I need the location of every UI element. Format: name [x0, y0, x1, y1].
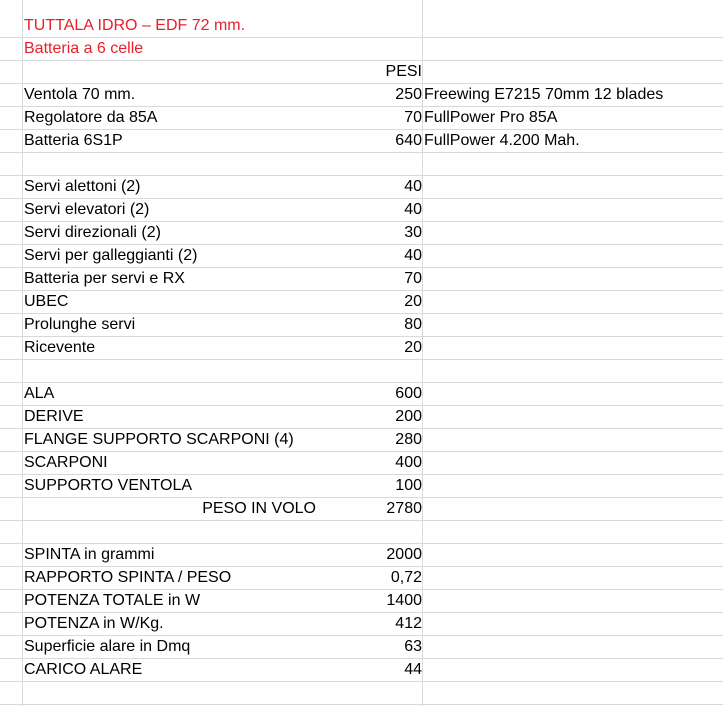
- table-row: [0, 84, 723, 107]
- sheet-row: [0, 61, 723, 84]
- row-value[interactable]: 640: [395, 132, 422, 149]
- row-label[interactable]: Superficie alare in Dmq: [24, 638, 191, 655]
- row-label[interactable]: SCARPONI: [24, 454, 108, 471]
- row-value[interactable]: 63: [404, 638, 422, 655]
- row-label[interactable]: RAPPORTO SPINTA / PESO: [24, 569, 232, 586]
- row-value[interactable]: 280: [395, 431, 422, 448]
- row-value[interactable]: 40: [404, 178, 422, 195]
- row-label[interactable]: FLANGE SUPPORTO SCARPONI (4): [24, 431, 294, 448]
- table-row: [0, 452, 723, 475]
- sheet-title[interactable]: TUTTALA IDRO – EDF 72 mm.: [24, 17, 246, 34]
- row-value[interactable]: 40: [404, 247, 422, 264]
- empty-row: [0, 153, 723, 176]
- row-label[interactable]: ALA: [24, 385, 55, 402]
- row-label[interactable]: Servi elevatori (2): [24, 201, 150, 218]
- row-note[interactable]: FullPower Pro 85A: [424, 109, 558, 126]
- row-label[interactable]: POTENZA in W/Kg.: [24, 615, 164, 632]
- sheet-subtitle[interactable]: Batteria a 6 celle: [24, 40, 144, 57]
- empty-row: [0, 521, 723, 544]
- row-label[interactable]: Servi direzionali (2): [24, 224, 161, 241]
- row-value[interactable]: 600: [395, 385, 422, 402]
- table-row: [0, 383, 723, 406]
- row-value[interactable]: 70: [404, 109, 422, 126]
- empty-row: [0, 682, 723, 705]
- table-row: [0, 567, 723, 590]
- row-value[interactable]: 20: [404, 293, 422, 310]
- table-row: [0, 659, 723, 682]
- table-row: [0, 544, 723, 567]
- row-value[interactable]: 400: [395, 454, 422, 471]
- table-row: [0, 429, 723, 452]
- column-header-pesi[interactable]: PESI: [385, 63, 422, 80]
- row-value[interactable]: 70: [404, 270, 422, 287]
- sheet-row: [0, 38, 723, 61]
- table-row: [0, 314, 723, 337]
- row-label[interactable]: Servi per galleggianti (2): [24, 247, 198, 264]
- row-value[interactable]: 412: [395, 615, 422, 632]
- table-row: [0, 406, 723, 429]
- table-row: [0, 613, 723, 636]
- row-label[interactable]: CARICO ALARE: [24, 661, 143, 678]
- total-label[interactable]: PESO IN VOLO: [202, 500, 316, 517]
- table-row: [0, 176, 723, 199]
- row-value[interactable]: 200: [395, 408, 422, 425]
- table-row: [0, 130, 723, 153]
- row-value[interactable]: 0,72: [390, 569, 422, 586]
- table-row: [0, 268, 723, 291]
- table-row: [0, 475, 723, 498]
- row-label[interactable]: Batteria 6S1P: [24, 132, 123, 149]
- row-value[interactable]: 44: [404, 661, 422, 678]
- row-note[interactable]: Freewing E7215 70mm 12 blades: [424, 86, 664, 103]
- table-row: [0, 245, 723, 268]
- row-label[interactable]: POTENZA TOTALE in W: [24, 592, 201, 609]
- row-label[interactable]: SPINTA in grammi: [24, 546, 155, 563]
- empty-row: [0, 360, 723, 383]
- row-label[interactable]: Ventola 70 mm.: [24, 86, 136, 103]
- total-row: [0, 498, 723, 521]
- total-value[interactable]: 2780: [386, 500, 422, 517]
- table-row: [0, 590, 723, 613]
- table-row: [0, 337, 723, 360]
- row-label[interactable]: SUPPORTO VENTOLA: [24, 477, 193, 494]
- row-value[interactable]: 100: [395, 477, 422, 494]
- row-value[interactable]: 2000: [386, 546, 422, 563]
- row-label[interactable]: Batteria per servi e RX: [24, 270, 185, 287]
- row-label[interactable]: DERIVE: [24, 408, 84, 425]
- table-row: [0, 222, 723, 245]
- row-value[interactable]: 80: [404, 316, 422, 333]
- sheet-row: [0, 15, 723, 38]
- row-value[interactable]: 30: [404, 224, 422, 241]
- row-label[interactable]: Prolunghe servi: [24, 316, 136, 333]
- table-row: [0, 291, 723, 314]
- table-row: [0, 107, 723, 130]
- row-note[interactable]: FullPower 4.200 Mah.: [424, 132, 580, 149]
- row-value[interactable]: 20: [404, 339, 422, 356]
- table-row: [0, 636, 723, 659]
- row-label[interactable]: Servi alettoni (2): [24, 178, 141, 195]
- row-value[interactable]: 1400: [386, 592, 422, 609]
- table-row: [0, 199, 723, 222]
- row-label[interactable]: Regolatore da 85A: [24, 109, 158, 126]
- row-label[interactable]: UBEC: [24, 293, 69, 310]
- row-value[interactable]: 250: [395, 86, 422, 103]
- row-value[interactable]: 40: [404, 201, 422, 218]
- row-label[interactable]: Ricevente: [24, 339, 96, 356]
